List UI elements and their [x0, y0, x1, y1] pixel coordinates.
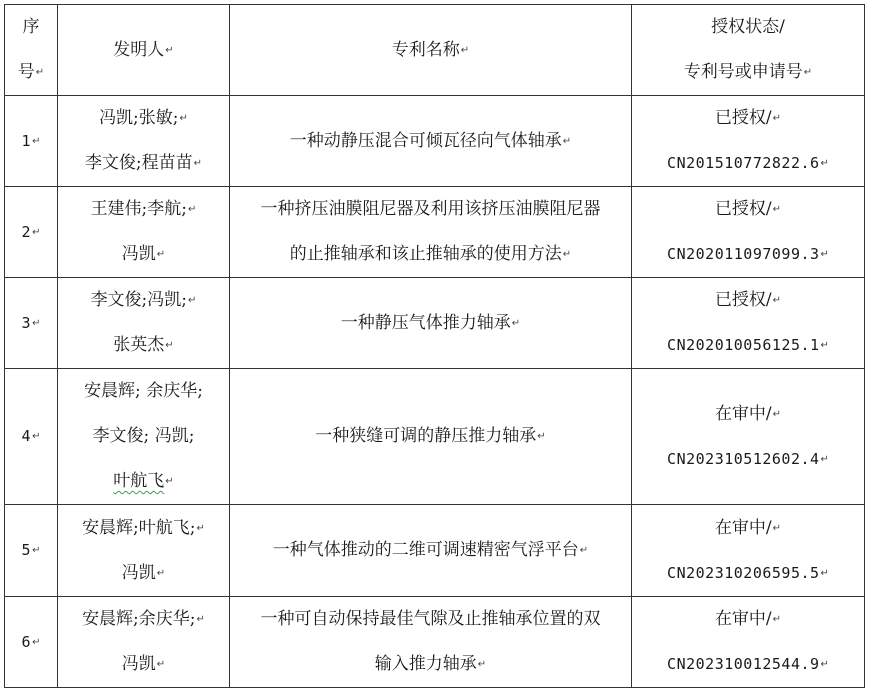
cell-inventors — [58, 278, 230, 369]
paragraph-mark-icon: ↵ — [772, 408, 782, 420]
paragraph-mark-icon: ↵ — [511, 317, 521, 329]
paragraph-mark-icon: ↵ — [562, 249, 572, 260]
inventor-line: 冯凯;张敏; — [99, 108, 179, 128]
inventor-line: 冯凯 — [121, 244, 156, 264]
cell-title — [230, 597, 632, 688]
patent-table — [4, 4, 865, 688]
cell-seq — [5, 187, 58, 278]
header-status — [632, 5, 865, 96]
inventor-line: 冯凯 — [121, 562, 156, 583]
paragraph-mark-icon: ↵ — [579, 545, 589, 556]
cell-inventors — [58, 96, 230, 187]
patent-number: CN202310512602.4 — [667, 449, 820, 468]
paragraph-mark-icon: ↵ — [537, 431, 546, 442]
paragraph-mark-icon: ↵ — [820, 249, 829, 260]
paragraph-mark-icon: ↵ — [820, 567, 829, 579]
inventor-line: 李文俊;程苗苗 — [84, 153, 193, 173]
paragraph-mark-icon: ↵ — [193, 158, 203, 169]
header-inventors — [58, 5, 230, 96]
patent-title: 一种可自动保持最佳气隙及止推轴承位置的双 — [260, 609, 601, 629]
header-inventors-label: 发明人 — [113, 39, 165, 60]
header-seq-line2: 号 — [17, 62, 35, 82]
paragraph-mark-icon: ↵ — [156, 249, 166, 260]
status-text: 已授权/ — [714, 108, 772, 128]
paragraph-mark-icon: ↵ — [179, 113, 188, 124]
cell-status — [632, 187, 865, 278]
cell-status — [632, 597, 865, 688]
paragraph-mark-icon: ↵ — [165, 44, 174, 56]
status-text: 已授权/ — [714, 290, 772, 310]
row-number: 2 — [21, 222, 32, 241]
row-number: 1 — [21, 131, 32, 150]
patent-title: 的止推轴承和该止推轴承的使用方法 — [289, 244, 562, 264]
cell-inventors — [58, 505, 230, 597]
paragraph-mark-icon: ↵ — [562, 135, 572, 147]
paragraph-mark-icon: ↵ — [820, 453, 829, 465]
patent-number: CN202010056125.1 — [667, 336, 820, 354]
inventor-line: 冯凯 — [121, 654, 156, 674]
paragraph-mark-icon: ↵ — [156, 567, 166, 579]
cell-title — [230, 505, 632, 597]
paragraph-mark-icon: ↵ — [165, 476, 174, 487]
header-seq-line1: 序 — [22, 17, 40, 37]
paragraph-mark-icon: ↵ — [820, 158, 829, 169]
patent-title: 一种动静压混合可倾瓦径向气体轴承 — [289, 130, 562, 151]
cell-status — [632, 278, 865, 369]
inventor-line: 张英杰 — [113, 335, 165, 355]
paragraph-mark-icon: ↵ — [196, 614, 205, 625]
table-row — [5, 597, 865, 688]
cell-status — [632, 505, 865, 597]
paragraph-mark-icon: ↵ — [32, 545, 41, 556]
cell-inventors — [58, 597, 230, 688]
patent-title: 一种静压气体推力轴承 — [340, 312, 511, 333]
paragraph-mark-icon: ↵ — [196, 522, 205, 534]
patent-number: CN202310012544.9 — [667, 655, 820, 673]
status-text: 在审中/ — [714, 517, 772, 538]
paragraph-mark-icon: ↵ — [820, 340, 829, 351]
header-title — [230, 5, 632, 96]
inventor-line: 王建伟;李航; — [90, 199, 188, 219]
paragraph-mark-icon: ↵ — [32, 431, 41, 442]
paragraph-mark-icon: ↵ — [188, 295, 197, 306]
paragraph-mark-icon: ↵ — [772, 614, 782, 625]
cell-title — [230, 369, 632, 505]
paragraph-mark-icon: ↵ — [156, 659, 166, 670]
paragraph-mark-icon: ↵ — [32, 636, 41, 648]
table-row — [5, 96, 865, 187]
paragraph-mark-icon: ↵ — [460, 44, 470, 56]
paragraph-mark-icon: ↵ — [32, 317, 41, 329]
paragraph-mark-icon: ↵ — [165, 340, 174, 351]
paragraph-mark-icon: ↵ — [820, 659, 829, 670]
paragraph-mark-icon: ↵ — [477, 659, 487, 670]
cell-title — [230, 187, 632, 278]
cell-seq — [5, 505, 58, 597]
header-seq — [5, 5, 58, 96]
row-number: 3 — [21, 313, 32, 332]
cell-inventors — [58, 187, 230, 278]
paragraph-mark-icon: ↵ — [772, 295, 782, 306]
status-text: 已授权/ — [714, 199, 772, 219]
table-row — [5, 187, 865, 278]
cell-seq — [5, 96, 58, 187]
row-number: 6 — [21, 632, 32, 651]
status-text: 在审中/ — [714, 609, 772, 629]
paragraph-mark-icon: ↵ — [772, 204, 782, 215]
cell-seq — [5, 278, 58, 369]
inventor-line: 安晨辉; 余庆华; — [84, 381, 203, 401]
paragraph-mark-icon: ↵ — [803, 67, 813, 78]
paragraph-mark-icon: ↵ — [772, 522, 782, 534]
header-title-label: 专利名称 — [391, 39, 460, 60]
patent-number: CN201510772822.6 — [667, 154, 820, 172]
cell-status — [632, 96, 865, 187]
cell-seq — [5, 597, 58, 688]
patent-number: CN202011097099.3 — [667, 245, 820, 263]
inventor-line: 叶航飞 — [113, 471, 165, 491]
paragraph-mark-icon: ↵ — [32, 226, 41, 238]
paragraph-mark-icon: ↵ — [35, 67, 45, 78]
cell-title — [230, 278, 632, 369]
patent-number: CN202310206595.5 — [667, 563, 820, 582]
table-header-row — [5, 5, 865, 96]
paragraph-mark-icon: ↵ — [188, 204, 197, 215]
cell-seq — [5, 369, 58, 505]
table-row — [5, 505, 865, 597]
paragraph-mark-icon: ↵ — [772, 113, 782, 124]
inventor-line: 李文俊; 冯凯; — [92, 426, 195, 446]
patent-title: 一种狭缝可调的静压推力轴承 — [315, 426, 537, 446]
inventor-line: 安晨辉;叶航飞; — [82, 517, 196, 538]
inventor-line: 李文俊;冯凯; — [90, 290, 188, 310]
header-status-line1: 授权状态/ — [711, 17, 785, 37]
cell-title — [230, 96, 632, 187]
patent-title: 一种挤压油膜阻尼器及利用该挤压油膜阻尼器 — [260, 199, 601, 219]
paragraph-mark-icon: ↵ — [32, 135, 41, 147]
patent-title: 一种气体推动的二维可调速精密气浮平台 — [272, 540, 579, 560]
cell-status — [632, 369, 865, 505]
cell-inventors — [58, 369, 230, 505]
row-number: 4 — [21, 427, 32, 445]
patent-title: 输入推力轴承 — [374, 654, 477, 674]
table-row — [5, 369, 865, 505]
inventor-line: 安晨辉;余庆华; — [82, 609, 196, 629]
header-status-line2: 专利号或申请号 — [683, 62, 803, 82]
status-text: 在审中/ — [714, 403, 772, 424]
row-number: 5 — [21, 541, 32, 559]
table-row — [5, 278, 865, 369]
